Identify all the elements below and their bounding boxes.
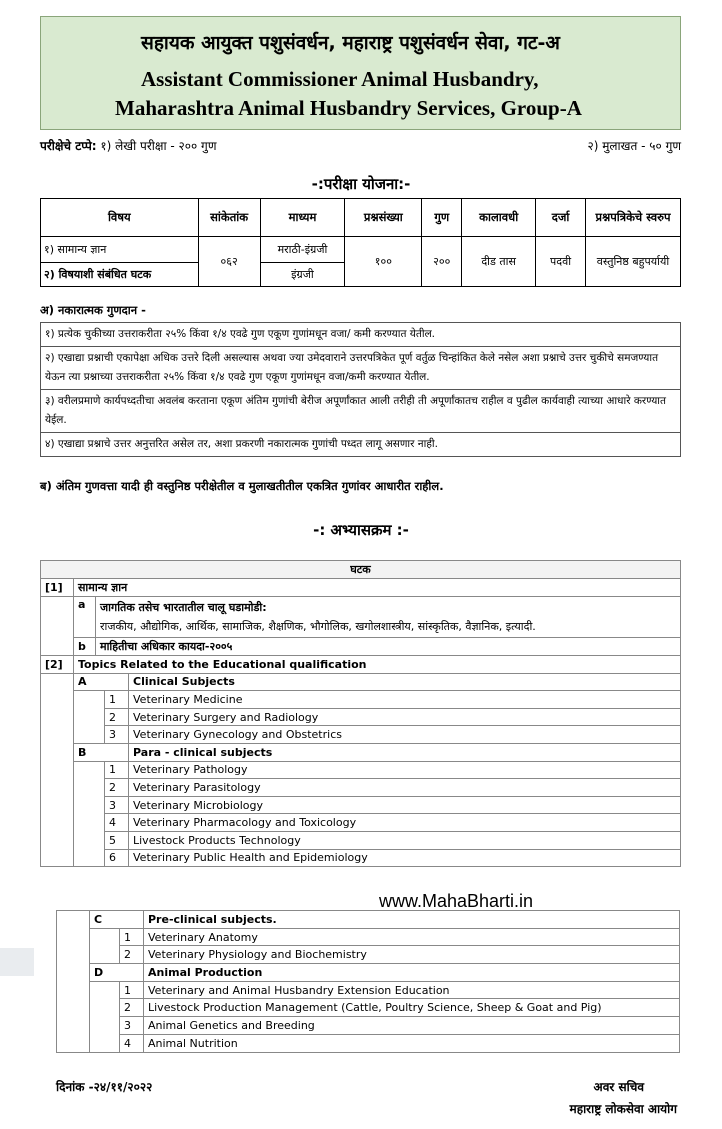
item-number: 5 — [105, 831, 129, 849]
subsection-letter: b — [74, 638, 96, 656]
list-item — [57, 1034, 680, 1052]
item-text: Livestock Products Technology — [129, 831, 681, 849]
negative-point-2: २) एखाद्या प्रश्नाची एकापेक्षा अधिक उत्तरे दिली असल्यास अथवा ज्या उमेदवाराने उत्तरपत्रिकेत पूर्ण वर्तुळ चिन्हांकित केले नसेल अशा प्रश्नाचे उत्तर चुकीचे समजण्यात येऊन त्या प्रश्नाच्या उत्तराकरीता २५% किंवा १/४ एवढे गुण एकूण गुणांमधून वजा/कमी करण्यात येतील. — [41, 347, 681, 390]
item-text: Veterinary Microbiology — [129, 796, 681, 814]
item-text: Animal Genetics and Breeding — [144, 1017, 680, 1035]
item-number: 3 — [105, 796, 129, 814]
col-questions: प्रश्नसंख्या — [345, 199, 422, 237]
total-marks: २०० — [422, 237, 462, 287]
list-item — [41, 831, 681, 849]
group-letter: B — [74, 743, 129, 761]
group-title: Animal Production — [144, 964, 680, 982]
group-title: Clinical Subjects — [129, 673, 681, 691]
list-item — [41, 761, 681, 779]
subsection-letter: a — [74, 597, 96, 638]
item-number: 1 — [120, 928, 144, 946]
scheme-row-1 — [41, 237, 681, 263]
organization-name: महाराष्ट्र लोकसेवा आयोग — [569, 1102, 677, 1116]
list-item — [57, 946, 680, 964]
list-item — [41, 691, 681, 709]
item-number: 2 — [105, 708, 129, 726]
list-item — [41, 708, 681, 726]
group-letter: A — [74, 673, 129, 691]
list-item — [57, 928, 680, 946]
item-number: 2 — [120, 999, 144, 1017]
stage-label: परीक्षेचे टप्पे: — [40, 139, 97, 153]
exam-duration: दीड तास — [462, 237, 536, 287]
subsection-title: जागतिक तसेच भारतातील चालू घडामोडी: — [100, 601, 267, 614]
negative-point-4: ४) एखाद्या प्रश्नाचे उत्तर अनुत्तरित असेल तर, अशा प्रकरणी नकारात्मक गुणांची पध्दत लागू असणार नाही. — [41, 433, 681, 457]
col-duration: कालावधी — [462, 199, 536, 237]
scheme-header-row — [41, 199, 681, 237]
subsection-title: माहितीचा अधिकार कायदा-२००५ — [96, 638, 681, 656]
stage-first — [40, 137, 217, 154]
exam-level: पदवी — [536, 237, 586, 287]
group-row — [41, 673, 681, 691]
group-row — [57, 911, 680, 929]
list-item — [41, 814, 681, 832]
item-number: 1 — [120, 981, 144, 999]
subject-related-topics: २) विषयाशी संबंधित घटक — [41, 263, 199, 287]
paper-format: वस्तुनिष्ठ बहुपर्यायी — [586, 237, 681, 287]
list-item — [57, 981, 680, 999]
group-letter: C — [90, 911, 144, 929]
syllabus-heading: -: अभ्यासक्रम :- — [313, 521, 409, 539]
item-text: Veterinary Physiology and Biochemistry — [144, 946, 680, 964]
negative-marking-title: अ) नकारात्मक गुणदान - — [40, 303, 146, 317]
section-row — [41, 656, 681, 674]
negative-marking-table — [40, 322, 681, 457]
title-english-line2: Maharashtra Animal Husbandry Services, Group-A — [115, 96, 582, 120]
stage-first-text: १) लेखी परीक्षा - २०० गुण — [96, 139, 217, 153]
list-item — [57, 999, 680, 1017]
section-row — [41, 579, 681, 597]
item-text: Veterinary Pathology — [129, 761, 681, 779]
col-format: प्रश्नपत्रिकेचे स्वरुप — [586, 199, 681, 237]
col-subject: विषय — [41, 199, 199, 237]
subject-code: ०६२ — [198, 237, 260, 287]
subsection-description: राजकीय, औद्योगिक, आर्थिक, सामाजिक, शैक्षणिक, भौगोलिक, खगोलशास्त्रीय, सांस्कृतिक, वैज्ञानिक, इत्यादी. — [100, 620, 536, 633]
col-medium: माध्यम — [260, 199, 345, 237]
item-text: Veterinary Medicine — [129, 691, 681, 709]
medium-marathi-english: मराठी-इंग्रजी — [260, 237, 345, 263]
group-title: Para - clinical subjects — [129, 743, 681, 761]
item-number: 2 — [120, 946, 144, 964]
section-title: Topics Related to the Educational qualification — [74, 656, 681, 674]
item-text: Animal Nutrition — [144, 1034, 680, 1052]
subject-general-knowledge: १) सामान्य ज्ञान — [41, 237, 199, 263]
list-item — [41, 779, 681, 797]
col-level: दर्जा — [536, 199, 586, 237]
title-marathi: सहायक आयुक्त पशुसंवर्धन, महाराष्ट्र पशुसंवर्धन सेवा, गट-अ — [141, 32, 560, 54]
item-number: 2 — [105, 779, 129, 797]
group-row — [57, 964, 680, 982]
title-english-line1: Assistant Commissioner Animal Husbandry, — [141, 67, 539, 91]
list-item — [41, 796, 681, 814]
item-number: 3 — [105, 726, 129, 744]
list-item — [41, 849, 681, 867]
item-number: 1 — [105, 761, 129, 779]
section-title: सामान्य ज्ञान — [74, 579, 681, 597]
syllabus-table-part1 — [40, 560, 681, 867]
scheme-heading: -:परीक्षा योजना:- — [311, 175, 411, 193]
item-text: Veterinary Pharmacology and Toxicology — [129, 814, 681, 832]
item-text: Veterinary Surgery and Radiology — [129, 708, 681, 726]
watermark-link[interactable]: www.MahaBharti.in — [379, 891, 534, 911]
item-text: Veterinary Public Health and Epidemiology — [129, 849, 681, 867]
item-number: 3 — [120, 1017, 144, 1035]
negative-point-3: ३) वरीलप्रमाणे कार्यपध्दतीचा अवलंब करताना एकूण अंतिम गुणांची बेरीज अपूर्णांकात आली तरीही ती अपूर्णांकातच राहील व पुढील कार्यवाही त्याच्या आधारे करण्यात येईल. — [41, 390, 681, 433]
col-code: सांकेतांक — [198, 199, 260, 237]
item-number: 1 — [105, 691, 129, 709]
syllabus-table-part2 — [56, 910, 680, 1053]
syllabus-column-header: घटक — [41, 561, 681, 579]
item-number: 4 — [120, 1034, 144, 1052]
question-count: १०० — [345, 237, 422, 287]
page-scroll-tab — [0, 948, 34, 976]
group-letter: D — [90, 964, 144, 982]
group-title: Pre-clinical subjects. — [144, 911, 680, 929]
item-text: Veterinary and Animal Husbandry Extension Education — [144, 981, 680, 999]
document-date: दिनांक -२४/११/२०२२ — [56, 1080, 153, 1094]
list-item — [57, 1017, 680, 1035]
signatory-title: अवर सचिव — [593, 1080, 644, 1094]
col-marks: गुण — [422, 199, 462, 237]
item-text: Veterinary Anatomy — [144, 928, 680, 946]
stage-second: २) मुलाखत - ५० गुण — [587, 139, 681, 153]
section-number: [2] — [41, 656, 74, 674]
list-item — [41, 726, 681, 744]
item-text: Veterinary Gynecology and Obstetrics — [129, 726, 681, 744]
exam-scheme-table — [40, 198, 681, 287]
item-text: Veterinary Parasitology — [129, 779, 681, 797]
item-number: 6 — [105, 849, 129, 867]
item-number: 4 — [105, 814, 129, 832]
group-row — [41, 743, 681, 761]
item-text: Livestock Production Management (Cattle, Poultry Science, Sheep & Goat and Pig) — [144, 999, 680, 1017]
medium-english: इंग्रजी — [260, 263, 345, 287]
section-number: [1] — [41, 579, 74, 597]
final-merit-note: ब) अंतिम गुणवत्ता यादी ही वस्तुनिष्ठ परीक्षेतील व मुलाखतीतील एकत्रित गुणांवर आधारीत राहील. — [40, 479, 444, 493]
negative-point-1: १) प्रत्येक चुकीच्या उत्तराकरीता २५% किंवा १/४ एवढे गुण एकूण गुणांमधून वजा/ कमी करण्यात येतील. — [41, 323, 681, 347]
subsection-row — [41, 597, 681, 638]
title-box — [40, 16, 681, 130]
subsection-row — [41, 638, 681, 656]
